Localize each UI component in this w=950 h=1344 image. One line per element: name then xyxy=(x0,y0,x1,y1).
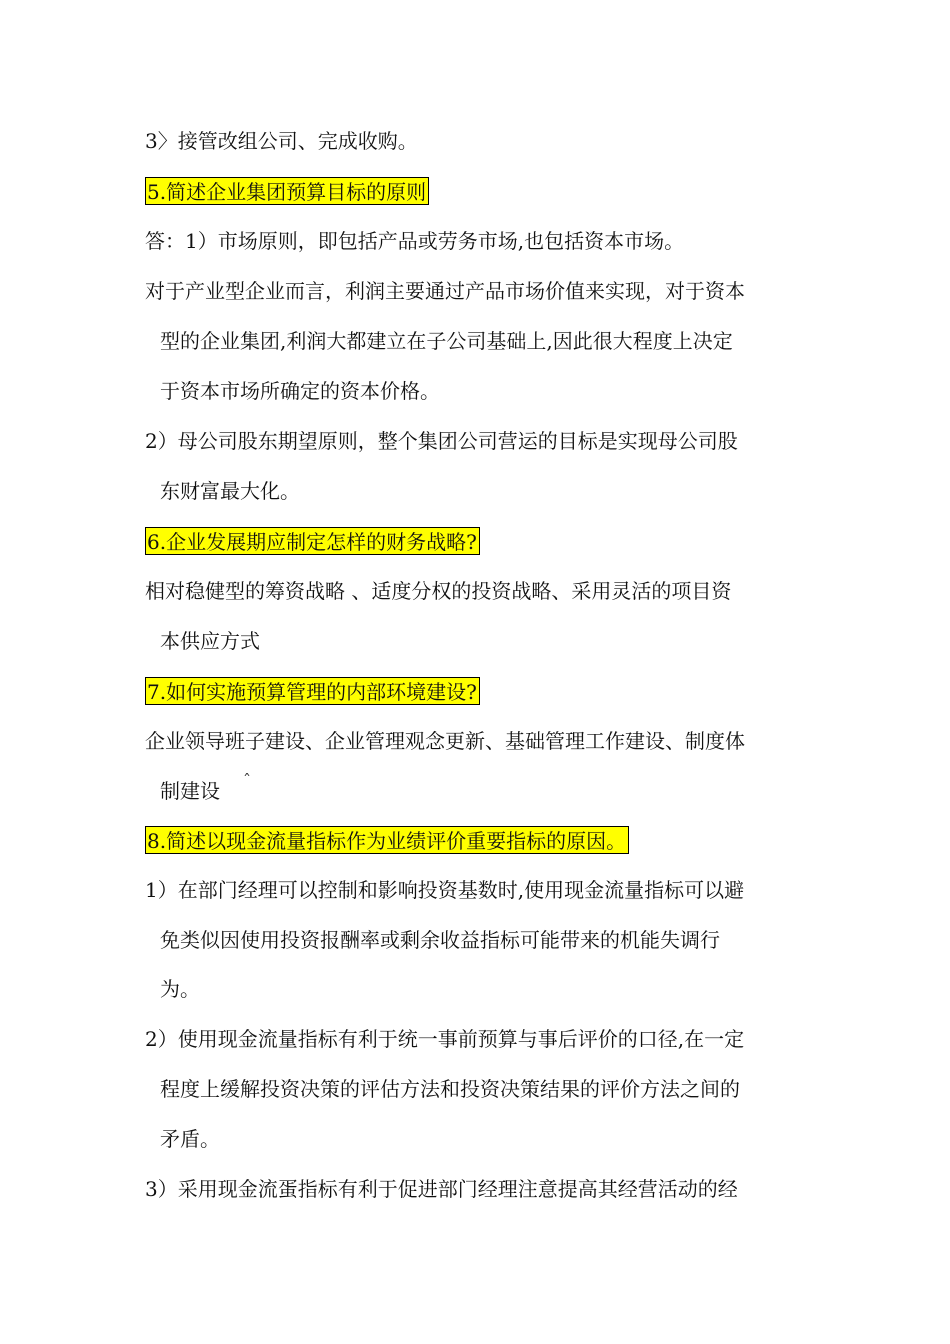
q8-point-1-line-1: 1）在部门经理可以控制和影响投资基数时,使用现金流量指标可以避 xyxy=(145,878,745,902)
q5-answer-3-line-1: 2）母公司股东期望原则，整个集团公司营运的目标是实现母公司股 xyxy=(145,429,738,453)
question-5-heading: 5.简述企业集团预算目标的原则 xyxy=(145,177,429,205)
q5-answer-1: 答：1）市场原则，即包括产品或劳务市场,也包括资本市场。 xyxy=(145,229,685,253)
q5-answer-2-line-3: 于资本市场所确定的资本价格。 xyxy=(160,379,440,403)
q7-answer-line-2: 制建设 xyxy=(160,779,220,803)
q8-point-2-line-1: 2）使用现金流量指标有利于统一事前预算与事后评价的口径,在一定 xyxy=(145,1027,745,1051)
q5-answer-2-line-2: 型的企业集团,利润大都建立在子公司基础上,因此很大程度上决定 xyxy=(160,329,733,353)
q8-point-1-line-3: 为。 xyxy=(160,977,200,1001)
question-6-heading: 6.企业发展期应制定怎样的财务战略? xyxy=(145,527,480,555)
q7-answer-line-1: 企业领导班子建设、企业管理观念更新、基础管理工作建设、制度体 xyxy=(145,729,745,753)
q8-point-1-line-2: 免类似因使用投资报酬率或剩余收益指标可能带来的机能失调行 xyxy=(160,928,720,952)
question-7-heading: 7.如何实施预算管理的内部环境建设? xyxy=(145,677,480,705)
q8-point-2-line-2: 程度上缓解投资决策的评估方法和投资决策结果的评价方法之间的 xyxy=(160,1077,740,1101)
q6-answer-line-2: 本供应方式 xyxy=(160,629,260,653)
q5-answer-2-line-1: 对于产业型企业而言，利润主要通过产品市场价值来实现，对于资本 xyxy=(145,279,745,303)
caret-mark: ˆ xyxy=(243,771,251,790)
question-8-heading: 8.简述以现金流量指标作为业绩评价重要指标的原因。 xyxy=(145,826,629,854)
q6-answer-line-1: 相对稳健型的筹资战略 、适度分权的投资战略、采用灵活的项目资 xyxy=(145,579,732,603)
q8-point-3-line-1: 3）采用现金流蛋指标有利于促进部门经理注意提高其经营活动的经 xyxy=(145,1177,738,1201)
intro-line: 3〉接管改组公司、完成收购。 xyxy=(145,129,418,153)
q8-point-2-line-3: 矛盾。 xyxy=(160,1127,220,1151)
q5-answer-3-line-2: 东财富最大化。 xyxy=(160,479,300,503)
